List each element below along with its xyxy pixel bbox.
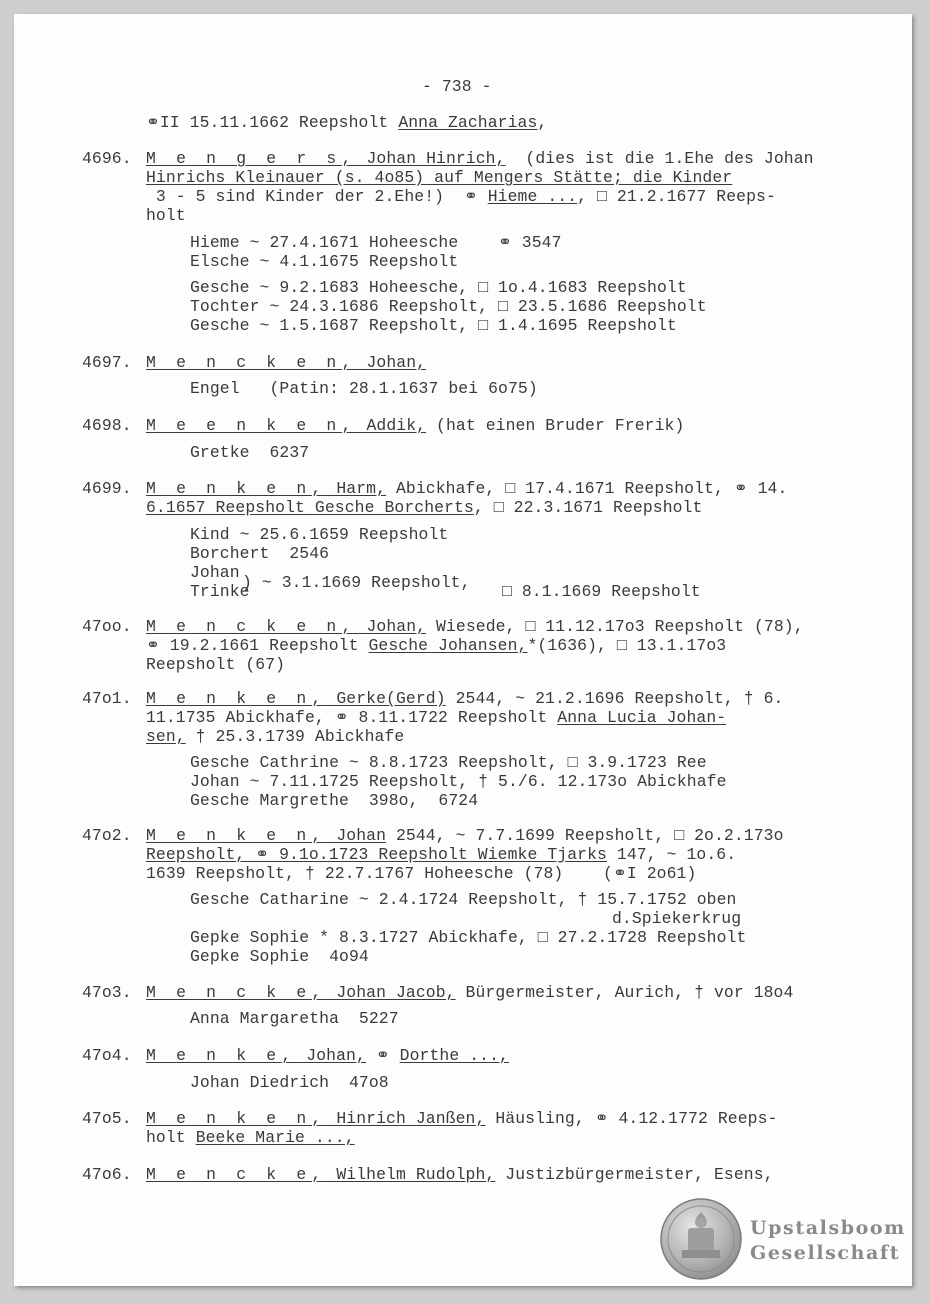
entry-number: 47oo. (82, 617, 132, 636)
surname: M e e n k e n, (146, 416, 357, 435)
child-line: Johan Diedrich 47o8 (190, 1073, 389, 1092)
child-line: Gesche ~ 1.5.1687 Reepsholt, □ 1.4.1695 Reepsholt (190, 316, 677, 335)
entry-line: M e n c k e, Wilhelm Rudolph, Justizbürgermeister, Esens, (146, 1165, 774, 1184)
child-line: Johan ~ 7.11.1725 Reepsholt, † 5./6. 12.173o Abickhafe (190, 772, 727, 791)
surname: M e n c k e, (146, 1165, 327, 1184)
child-line: Gesche Margrethe 398o, 6724 (190, 791, 479, 810)
child-line: Johan (190, 563, 240, 582)
given-name: Harm, (326, 479, 387, 498)
surname: M e n k e n, (146, 826, 327, 845)
spouse-name: Gesche Borcherts (314, 498, 474, 517)
entry-line: M e n g e r s, Johan Hinrich, (dies ist die 1.Ehe des Johan (146, 149, 814, 168)
child-line: Tochter ~ 24.3.1686 Reepsholt, □ 23.5.1686 Reepsholt (190, 297, 707, 316)
child-line: ) ~ 3.1.1669 Reepsholt, (242, 573, 471, 592)
entry-line: 11.1735 Abickhafe, ⚭ 8.11.1722 Reepsholt Anna Lucia Johan- (146, 708, 727, 727)
child-line: d.Spiekerkrug (612, 909, 742, 928)
child-line: Gretke 6237 (190, 443, 310, 462)
entry-line: M e n k e n, Hinrich Janßen, Häusling, ⚭ 4.12.1772 Reeps- (146, 1109, 778, 1128)
surname: M e n c k e n, (146, 617, 357, 636)
surname: M e n g e r s, (146, 149, 357, 168)
entry-line (146, 354, 426, 373)
spouse-name: Dorthe ..., (399, 1046, 509, 1065)
entry-number: 4697. (82, 353, 132, 372)
spouse-name: Hieme ... (487, 187, 578, 206)
entry-number: 4696. (82, 149, 132, 168)
entry-number: 47o4. (82, 1046, 132, 1065)
society-seal-icon (660, 1198, 742, 1280)
given-name: Hinrich Janßen, (326, 1109, 486, 1128)
child-line: Gepke Sophie 4o94 (190, 947, 369, 966)
entry-line: M e n k e n, Gerke(Gerd) 2544, ~ 21.2.1696 Reepsholt, † 6. (146, 689, 784, 708)
child-line: □ 8.1.1669 Reepsholt (502, 582, 701, 601)
given-name: Wilhelm Rudolph, (326, 1165, 496, 1184)
entry-line: 3 - 5 sind Kinder der 2.Ehe!) ⚭ Hieme ..., □ 21.2.1677 Reeps- (146, 187, 776, 206)
entry-line: M e n c k e n, Johan, Wiesede, □ 11.12.17o3 Reepsholt (78), (146, 617, 804, 636)
entry-line: sen, † 25.3.1739 Abickhafe (146, 727, 405, 746)
entry-number: 4698. (82, 416, 132, 435)
entry-line: holt (146, 206, 186, 225)
spouse-name: Wiemke Tjarks (477, 845, 607, 864)
given-name: Gerke(Gerd) (326, 689, 446, 708)
child-line: Trinke (190, 582, 250, 601)
entry-line: Reepsholt, ⚭ 9.1o.1723 Reepsholt Wiemke Tjarks 147, ~ 1o.6. (146, 845, 737, 864)
child-line: Gesche ~ 9.2.1683 Hoheesche, □ 1o.4.1683 Reepsholt (190, 278, 687, 297)
child-line: Gesche Catharine ~ 2.4.1724 Reepsholt, † 15.7.1752 oben (190, 890, 737, 909)
entry-line: 6.1657 Reepsholt Gesche Borcherts, □ 22.3.1671 Reepsholt (146, 498, 703, 517)
spouse-name: Gesche Johansen, (368, 636, 528, 655)
child-line: Gepke Sophie * 8.3.1727 Abickhafe, □ 27.2.1728 Reepsholt (190, 928, 747, 947)
entry-line: 1639 Reepsholt, † 22.7.1767 Hoheesche (78) (⚭I 2o61) (146, 864, 697, 883)
child-line: Anna Margaretha 5227 (190, 1009, 399, 1028)
entry-number: 47o6. (82, 1165, 132, 1184)
given-name: Johan, (296, 1046, 366, 1065)
surname: M e n k e n, (146, 479, 327, 498)
spouse-name: Beeke Marie ..., (195, 1128, 355, 1147)
child-line: Engel (Patin: 28.1.1637 bei 6o75) (190, 379, 538, 398)
society-name: Upstalsboom Gesellschaft (750, 1217, 906, 1264)
entry-line: M e n k e n, Harm, Abickhafe, □ 17.4.1671 Reepsholt, ⚭ 14. (146, 479, 788, 498)
surname: M e n c k e n, (146, 353, 357, 372)
marriage-line: ⚭II 15.11.1662 Reepsholt Anna Zacharias, (146, 113, 548, 132)
spouse-name: Anna Zacharias (398, 113, 538, 132)
given-name: Addik, (356, 416, 427, 435)
entry-number: 47o1. (82, 689, 132, 708)
child-line: Gesche Cathrine ~ 8.8.1723 Reepsholt, □ 3.9.1723 Ree (190, 753, 707, 772)
given-name: Johan, (356, 617, 427, 636)
surname: M e n k e n, (146, 1109, 327, 1128)
entry-line: M e n k e, Johan, ⚭ Dorthe ..., (146, 1046, 509, 1065)
entry-line: ⚭ 19.2.1661 Reepsholt Gesche Johansen,*(1636), □ 13.1.17o3 (146, 636, 727, 655)
child-line: Kind ~ 25.6.1659 Reepsholt (190, 525, 449, 544)
entry-number: 4699. (82, 479, 132, 498)
page-number: - 738 - (422, 77, 492, 96)
document-page (14, 14, 912, 1286)
entry-line: M e e n k e n, Addik, (hat einen Bruder Frerik) (146, 416, 685, 435)
entry-line: Hinrichs Kleinauer (s. 4o85) auf Mengers Stätte; die Kinder (146, 168, 733, 187)
surname: M e n k e, (146, 1046, 297, 1065)
given-name: Johan, (356, 353, 427, 372)
entry-line: Reepsholt (67) (146, 655, 286, 674)
given-name: Johan Jacob, (326, 983, 456, 1002)
entry-line: M e n k e n, Johan 2544, ~ 7.7.1699 Reepsholt, □ 2o.2.173o (146, 826, 784, 845)
child-line: Hieme ~ 27.4.1671 Hoheesche ⚭ 3547 (190, 233, 562, 252)
surname: M e n c k e, (146, 983, 327, 1002)
entry-line: M e n c k e, Johan Jacob, Bürgermeister, Aurich, † vor 18o4 (146, 983, 794, 1002)
entry-line: holt Beeke Marie ..., (146, 1128, 355, 1147)
child-line: Borchert 2546 (190, 544, 330, 563)
given-name: Johan Hinrich, (356, 149, 506, 168)
surname: M e n k e n, (146, 689, 327, 708)
spouse-name: Anna Lucia Johan- (557, 708, 727, 727)
genealogy-register (14, 14, 912, 1286)
entry-number: 47o3. (82, 983, 132, 1002)
entry-number: 47o2. (82, 826, 132, 845)
entry-number: 47o5. (82, 1109, 132, 1128)
child-line: Elsche ~ 4.1.1675 Reepsholt (190, 252, 459, 271)
given-name: Johan (326, 826, 387, 845)
